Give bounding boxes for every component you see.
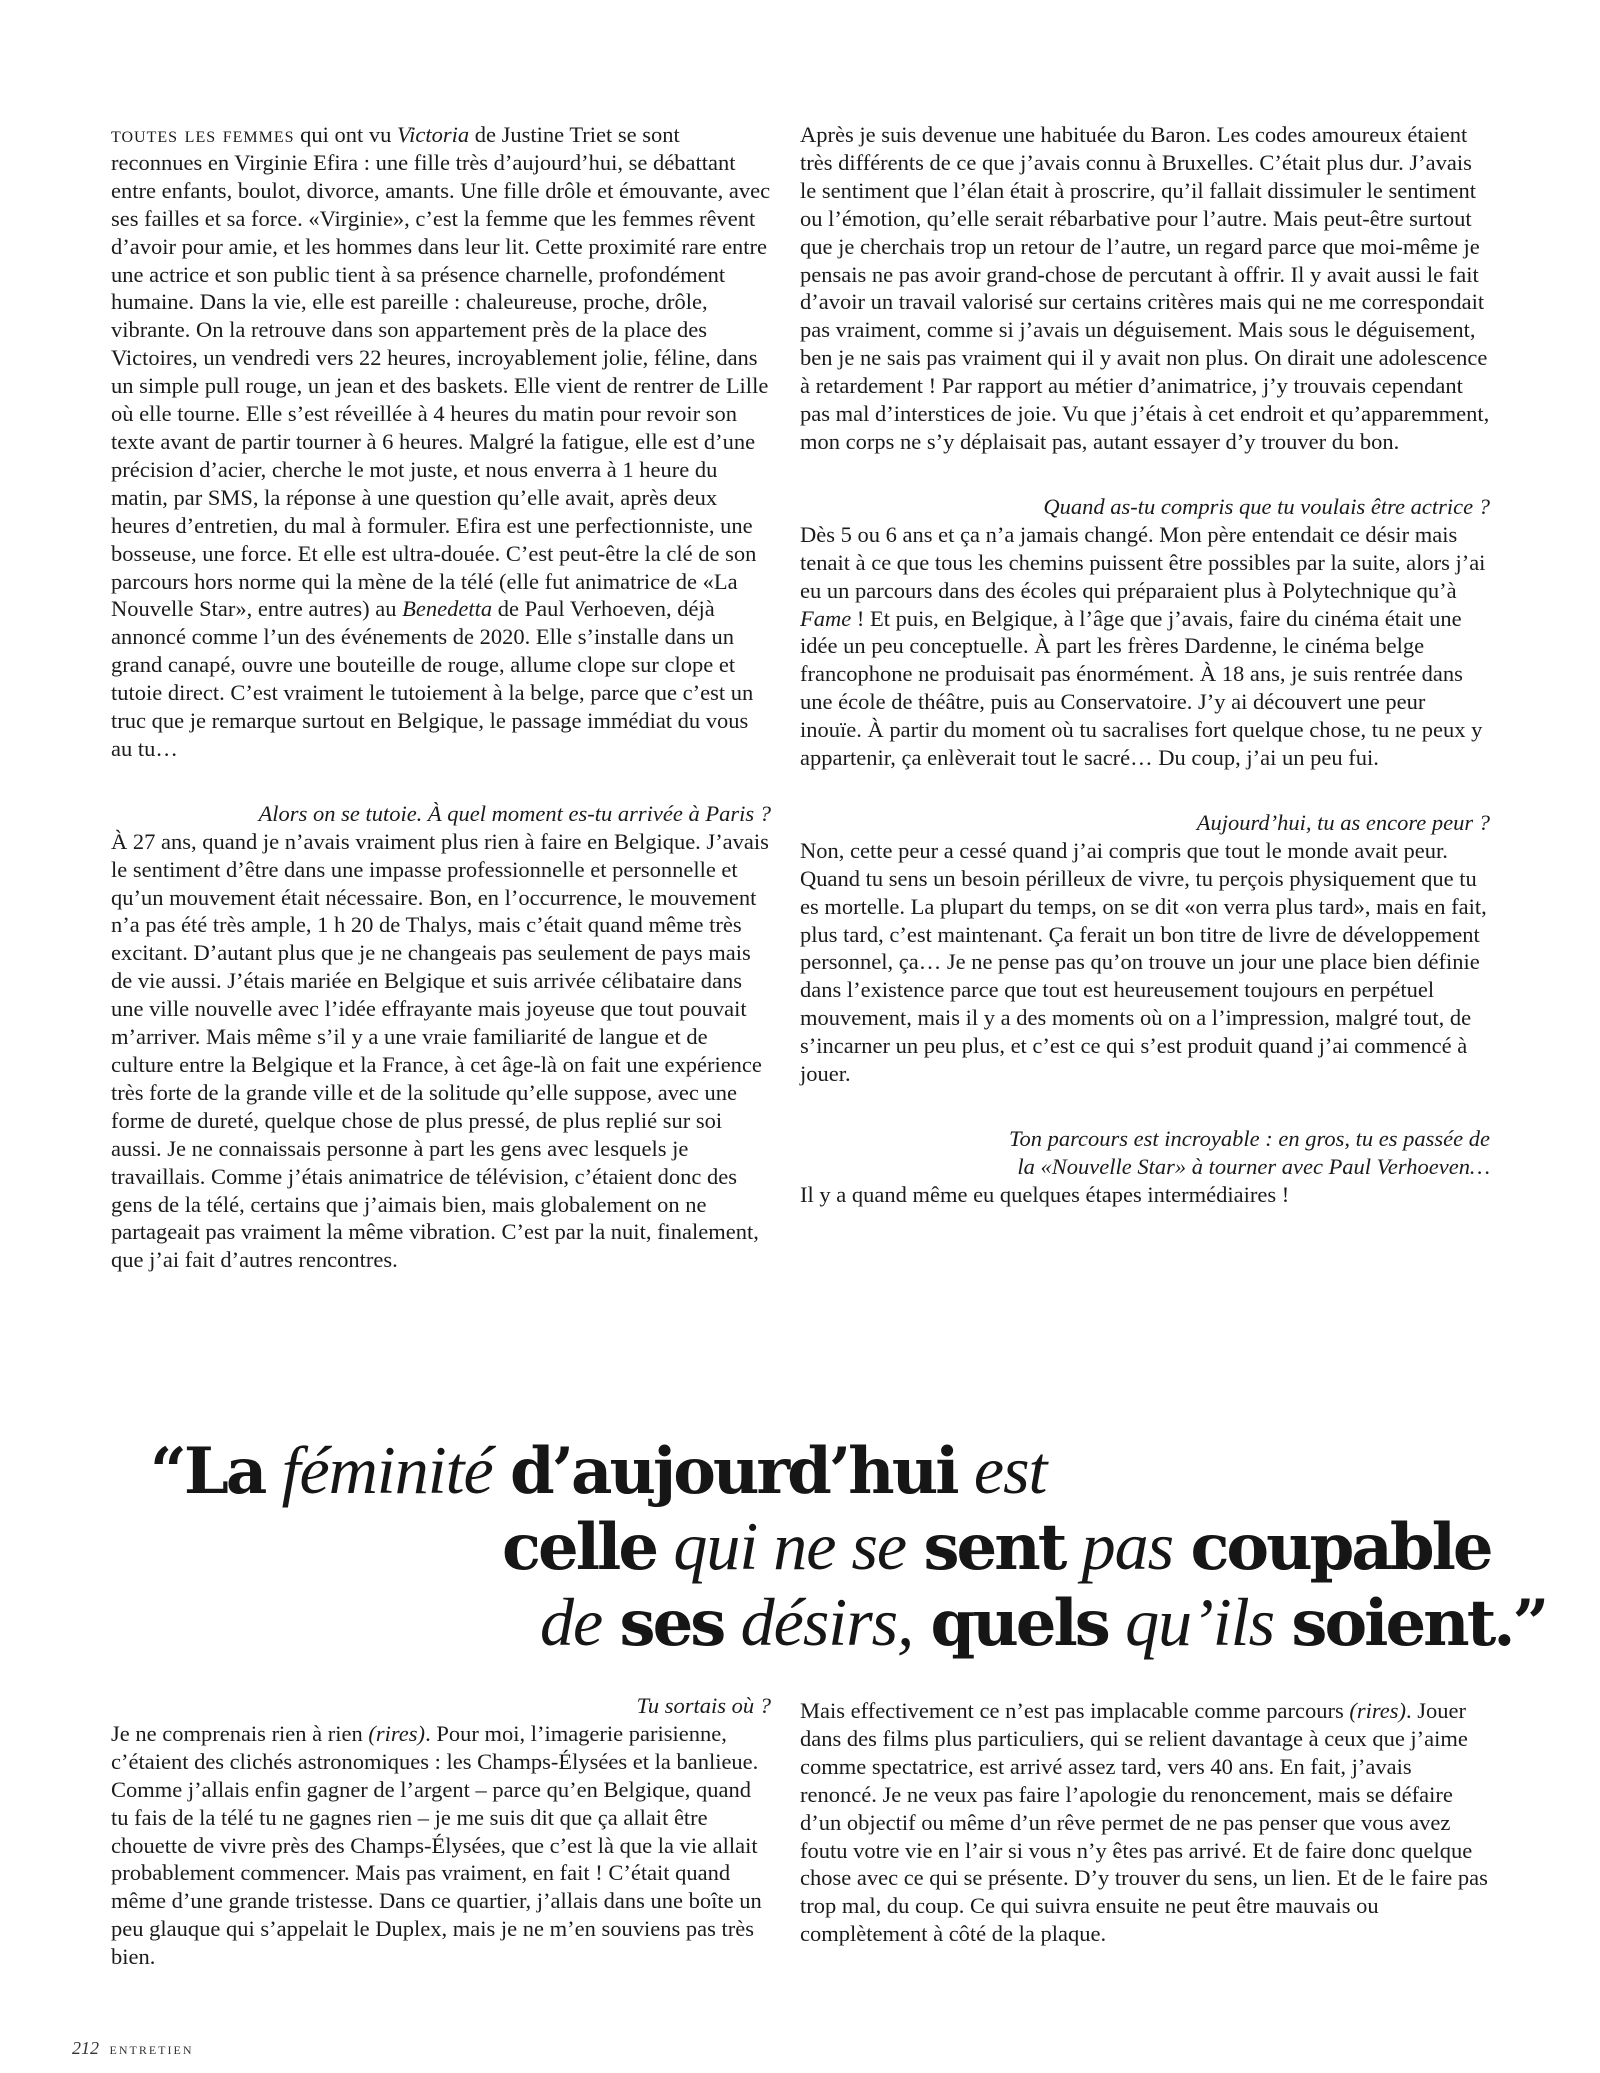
pq-word: soient.” <box>1291 1586 1547 1661</box>
answer-4: Il y a quand même eu quelques étapes intermédiaires ! <box>800 1181 1290 1207</box>
intro-body-b: de Paul Verhoeven, déjà annoncé comme l’un des événements de 2020. Elle s’installe dans un grand canapé, ouvre une bouteille de rouge, allume clope sur clope et tutoie direct. C’est vraiment le tutoiement à la belge, parce que c’est un truc que je remarque surtout en Belgique, le passage immédiat du vous au tu… <box>111 596 754 761</box>
intro-text: qui ont vu <box>294 122 398 147</box>
film-title-benedetta: Benedetta <box>402 596 493 622</box>
answer-2-b: ! Et puis, en Belgique, à l’âge que j’avais, faire du cinéma était une idée un peu conceptuelle. À part les frères Dardenne, le cinéma belge francophone ne produisait pas énormément. À 18 ans, je suis rentrée dans une école de théâtre, puis au Conservatoire. J’y ai découvert une peur inouïe. À partir du moment où tu sacralises fort quelque chose, tu ne peux y appartenir, ça enlèverait tout le sacré… Du coup, j’ai un peu fui. <box>800 605 1483 771</box>
question-4-line-2: la «Nouvelle Star» à tourner avec Paul Verhoeven… <box>1017 1153 1490 1179</box>
lead-in: toutes les femmes <box>111 122 295 147</box>
pq-word: de <box>540 1584 603 1660</box>
answer-5-a: Je ne comprenais rien à rien <box>111 1720 369 1746</box>
answer-6-a: Mais effectivement ce n’est pas implacable comme parcours <box>800 1698 1350 1723</box>
article-column-bottom-right <box>800 1697 1490 1948</box>
pq-word: qui ne se <box>673 1508 907 1584</box>
question-5: Tu sortais où ? <box>636 1693 771 1718</box>
pull-quote-line-2 <box>502 1509 1491 1585</box>
pq-word: qu’ils <box>1125 1584 1275 1660</box>
answer-6-b: . Jouer dans des films plus particuliers, qui se relient davantage à ceux que j’aime comme spectatrice, est arrivé assez tard, vers 40 ans. En fait, j’avais renoncé. Je ne veux pas faire l’apologie du renoncement, mais se défaire d’un objectif ou même d’un rêve permet de ne pas penser que vous avez foutu votre vie en l’air si vous n’y êtes pas arrivé. Et de faire donc quelque chose avec ce qui se présente. D’y trouver du sens, un lien. Et de le faire pas trop mal, du coup. Ce qui suivra ensuite ne peut être mauvais ou complètement à côté de la plaque. <box>800 1698 1488 1947</box>
article-column-top-right <box>800 121 1490 1209</box>
question-4-line-1: Ton parcours est incroyable : en gros, tu es passée de <box>1009 1126 1490 1151</box>
pq-word: ses <box>619 1586 724 1661</box>
intro-paragraph <box>111 121 771 763</box>
page-footer <box>72 2038 193 2059</box>
pq-word: pas <box>1081 1508 1174 1584</box>
answer-1-continued: Après je suis devenue une habituée du Baron. Les codes amoureux étaient très différents de ce que j’avais connu à Bruxelles. C’était plus dur. J’avais le sentiment que l’élan était à proscrire, qu’il fallait dissimuler le sentiment ou l’émotion, qu’elle serait rébarbative pour l’autre. Mais peut-être surtout que je cherchais trop un retour de l’autre, un regard parce que moi-même je pensais ne pas avoir grand-chose de percutant à offrir. Il y avait aussi le fait d’avoir un travail valorisé sur certains critères mais qui ne me correspondait pas vraiment, comme si j’avais un déguisement. Mais sous le déguisement, ben je ne sais pas vraiment qui il y avait non plus. On dirait une adolescence à retardement ! Par rapport au métier d’animatrice, j’y trouvais cependant pas mal d’interstices de joie. Vu que j’étais à cet endroit et qu’apparemment, mon corps ne s’y déplaisait pas, autant essayer d’y trouver du bon. <box>800 122 1490 454</box>
pull-quote-line-1 <box>150 1433 1046 1509</box>
answer-5-b: . Pour moi, l’imagerie parisienne, c’étaient des clichés astronomiques : les Champs-Élysées et la banlieue. Comme j’allais enfin gagner de l’argent – parce qu’en Belgique, quand tu fais de la télé tu ne gagnes rien – je me suis dit que ça allait être chouette de vivre près des Champs-Élysées, que c’est là que la vie allait probablement commencer. Mais pas vraiment, en fait ! C’était quand même d’une grande tristesse. Dans ce quartier, j’allais dans une boîte un peu glauque qui s’appelait le Duplex, mais je ne m’en souviens pas très bien. <box>111 1720 762 1970</box>
pq-word: sent <box>923 1510 1065 1585</box>
question-2: Quand as-tu compris que tu voulais être actrice ? <box>1043 493 1490 519</box>
pq-word: “La <box>150 1434 265 1509</box>
intro-body-a: de Justine Triet se sont reconnues en Virginie Efira : une fille très d’aujourd’hui, se débattant entre enfants, boulot, divorce, amants. Une fille drôle et émouvante, avec ses failles et sa force. «Virginie», c’est la femme que les femmes rêvent d’avoir pour amie, et les hommes dans leur lit. Cette proximité rare entre une actrice et son public tient à sa présence charnelle, profondément humaine. Dans la vie, elle est pareille : chaleureuse, proche, drôle, vibrante. On la retrouve dans son appartement près de la place des Victoires, un vendredi vers 22 heures, incroyablement jolie, féline, dans un simple pull rouge, un jean et des baskets. Elle vient de rentrer de Lille où elle tourne. Elle s’est réveillée à 4 heures du matin pour revoir son texte avant de partir tourner à 6 heures. Malgré la fatigue, elle est d’une précision d’acier, cherche le mot juste, et nous enverra à 1 heure du matin, par SMS, la réponse à une question qu’elle avait, après deux heures d’entretien, du mal à formuler. Efira est une perfectionniste, une bosseuse, une force. Et elle est ultra-douée. C’est peut-être la clé de son parcours hors norme qui la mène de la télé (elle fut animatrice de «La Nouvelle Star», entre autres) au <box>111 122 771 622</box>
aside-rires: (rires) <box>1349 1698 1407 1723</box>
pq-word: coupable <box>1190 1510 1491 1585</box>
pull-quote <box>150 1432 1547 1663</box>
pq-word: féminité <box>281 1432 493 1508</box>
article-column-top-left <box>111 121 771 1274</box>
pq-word: celle <box>502 1510 657 1585</box>
question-1: Alors on se tutoie. À quel moment es-tu arrivée à Paris ? <box>258 800 771 826</box>
pq-word: d’aujourd’hui <box>510 1434 957 1509</box>
pq-word: désirs, <box>740 1584 914 1660</box>
answer-5 <box>111 1720 771 1971</box>
film-title-victoria: Victoria <box>397 122 470 147</box>
answer-1: À 27 ans, quand je n’avais vraiment plus rien à faire en Belgique. J’avais le sentiment d’être dans une impasse professionnelle et personnelle et qu’un mouvement était nécessaire. Bon, en l’occurrence, le mouvement n’a pas été très ample, 1 h 20 de Thalys, mais c’était quand même très excitant. D’autant plus que je ne changeais pas seulement de pays mais de vie aussi. J’étais mariée en Belgique et suis arrivée célibataire dans une ville nouvelle avec l’idée effrayante mais joyeuse que tout pouvait m’arriver. Mais même s’il y a une vraie familiarité de langue et de culture entre la Belgique et la France, à cet âge-là on fait une expérience très forte de la grande ville et de la solitude qu’elle suppose, avec une forme de dureté, quelque chose de plus pressé, de plus replié sur soi aussi. Je ne connaissais personne à part les gens avec lesquels je travaillais. Comme j’étais animatrice de télévision, c’étaient donc des gens de la télé, certains que j’aimais bien, mais globalement on ne partageait pas vraiment la même vibration. C’est par la nuit, finalement, que j’ai fait d’autres rencontres. <box>111 828 769 1273</box>
pull-quote-line-3 <box>540 1585 1546 1661</box>
section-label: entretien <box>109 2039 194 2058</box>
answer-2 <box>800 521 1490 772</box>
aside-rires: (rires) <box>368 1720 426 1746</box>
question-3: Aujourd’hui, tu as encore peur ? <box>1196 809 1490 835</box>
pq-word: quels <box>930 1586 1108 1661</box>
answer-3: Non, cette peur a cessé quand j’ai compris que tout le monde avait peur. Quand tu sens un besoin périlleux de vivre, tu perçois physiquement que tu es mortelle. La plupart du temps, on se dit «on verra plus tard», mais en fait, plus tard, c’est maintenant. Ça ferait un bon titre de livre de développement personnel, ça… Je ne pense pas qu’on trouve un jour une place bien définie dans l’existence parce que tout est heureusement toujours en perpétuel mouvement, mais il y a des moments où on a l’impression, malgré tout, de s’incarner un peu plus, et c’est ce qui s’est produit quand j’ai commencé à jouer. <box>800 837 1487 1087</box>
pq-word: est <box>973 1432 1047 1508</box>
film-title-fame: Fame <box>800 605 852 631</box>
answer-2-a: Dès 5 ou 6 ans et ça n’a jamais changé. Mon père entendait ce désir mais tenait à ce que tous les chemins puissent être possibles par la suite, alors j’ai eu un parcours dans des écoles qui préparaient plus à Polytechnique qu’à <box>800 521 1486 603</box>
article-column-bottom-left <box>111 1693 771 1971</box>
answer-6 <box>800 1697 1490 1948</box>
page-number: 212 <box>72 2038 99 2058</box>
